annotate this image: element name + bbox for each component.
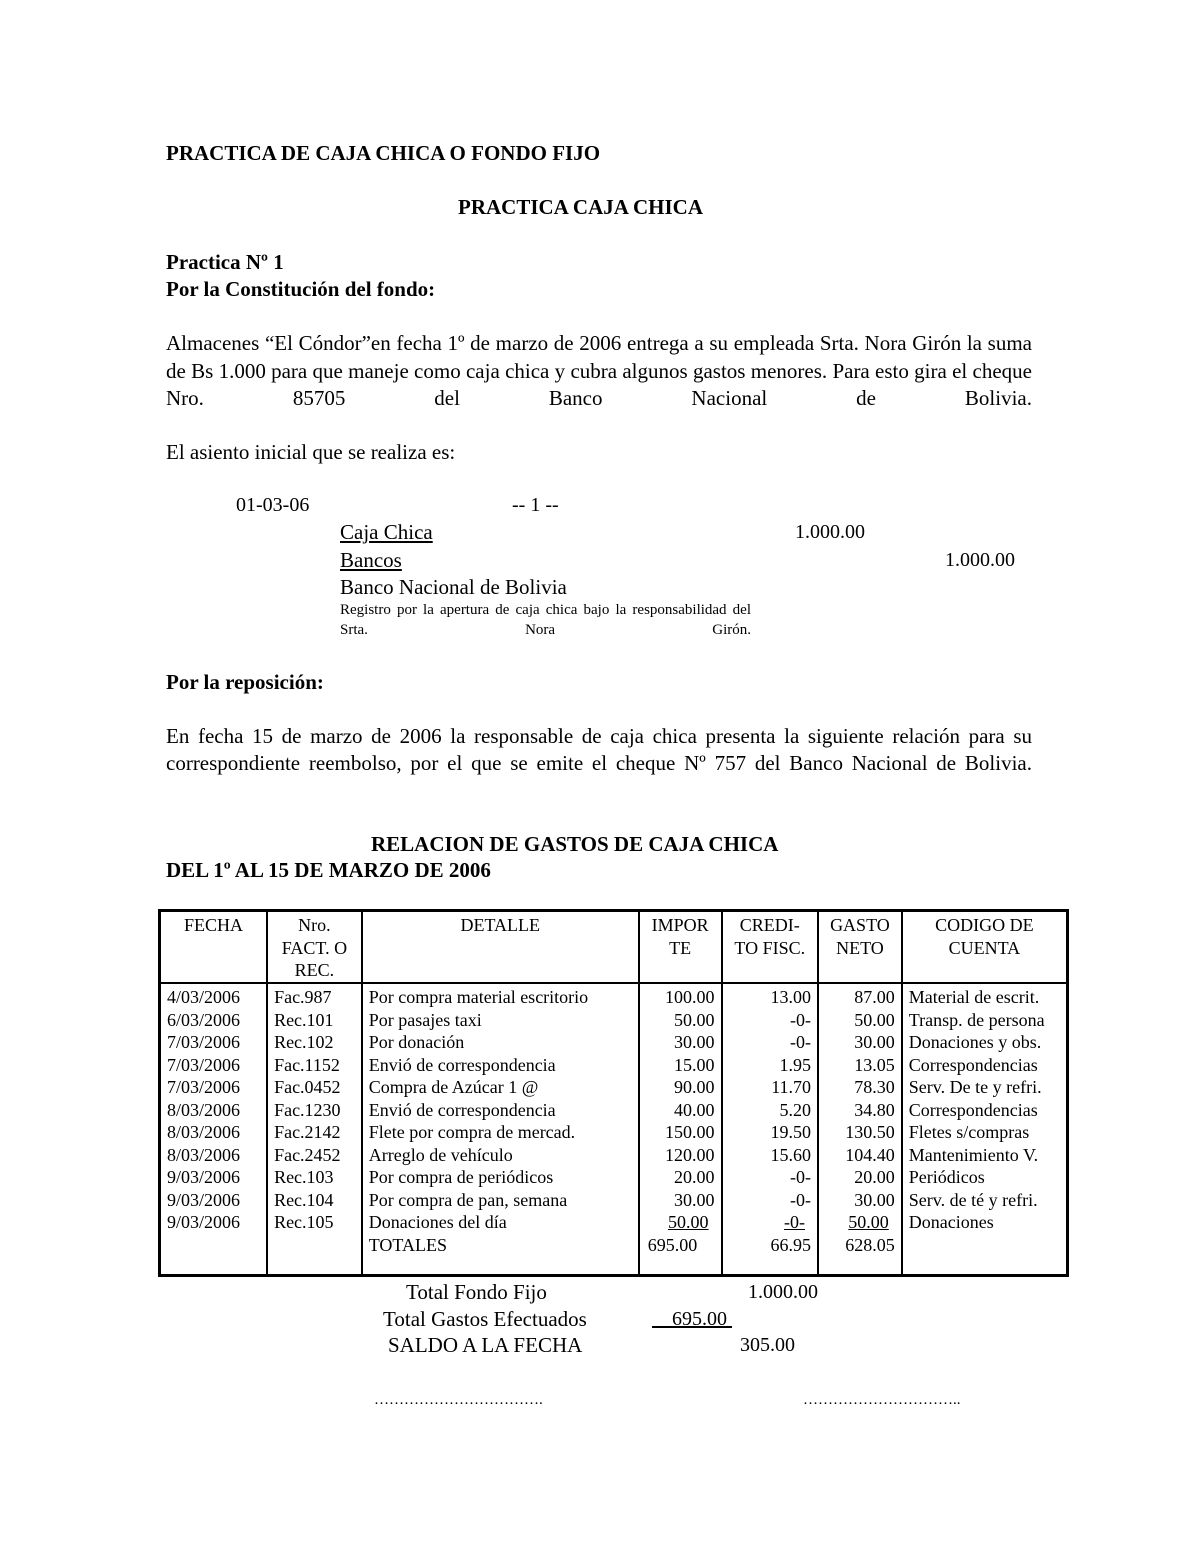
cell-codigo: Donaciones	[908, 1212, 994, 1232]
signature-line-left: …………………………….	[374, 1392, 543, 1408]
cell-detalle: Por compra material escritorio	[368, 987, 589, 1007]
cell-importe: 150.00	[665, 1122, 715, 1142]
cell-fecha: 8/03/2006	[167, 1122, 241, 1142]
cell-detalle: Por donación	[368, 1032, 465, 1052]
cell-gasto: 50.00	[848, 1212, 889, 1232]
cell-importe: 40.00	[674, 1099, 715, 1120]
entry-description: Registro por la apertura de caja chica bajo la responsabilidad del Srta. Nora Girón.	[340, 602, 751, 638]
cell-credito: -0-	[784, 1212, 806, 1232]
expense-table	[158, 909, 1069, 1277]
cell-gasto: 34.80	[854, 1099, 895, 1120]
cell-fecha: 9/03/2006	[167, 1167, 241, 1187]
cell-nro: Rec.103	[274, 1167, 334, 1187]
cell-detalle: Por compra de periódicos	[368, 1167, 554, 1187]
summary-saldo-value: 305.00	[740, 1334, 795, 1356]
table-body-row	[160, 983, 1068, 1276]
total-gasto: 628.05	[845, 1234, 895, 1255]
cell-detalle: Flete por compra de mercad.	[368, 1122, 576, 1142]
cell-importe: 120.00	[665, 1144, 715, 1165]
entry-date: 01-03-06	[236, 494, 310, 516]
cell-credito: 11.70	[771, 1077, 812, 1097]
cell-nro: Fac.2452	[274, 1144, 341, 1165]
cell-codigo: Donaciones y obs.	[908, 1032, 1042, 1052]
cell-gasto: 104.40	[845, 1144, 895, 1165]
cell-gasto: 87.00	[854, 987, 895, 1007]
entry-credit-amount: 1.000.00	[945, 549, 1015, 571]
cell-gasto: 20.00	[854, 1167, 895, 1187]
column-detalle	[362, 983, 639, 1276]
cell-credito: -0-	[790, 1189, 812, 1210]
document-subtitle: PRACTICA CAJA CHICA	[458, 195, 704, 219]
summary-gastos-value	[652, 1308, 732, 1331]
column-credito	[722, 983, 819, 1276]
cell-gasto: 13.05	[854, 1054, 895, 1075]
signature-line-right: …………………………..	[803, 1392, 961, 1408]
cell-codigo: Correspondencias	[908, 1099, 1038, 1120]
paragraph-constitucion: Almacenes “El Cóndor”en fecha 1º de marzo de 2006 entrega a su empleada Srta. Nora Girón la suma de Bs 1.000 para que maneje como caja chica y cubra algunos gastos menores. Para esto gira el cheque Nro. 85705 del Banco Nacional de Bolivia.	[166, 331, 1032, 410]
cell-fecha: 7/03/2006	[167, 1032, 241, 1052]
cell-nro: Fac.0452	[274, 1077, 341, 1097]
column-importe	[639, 983, 722, 1276]
cell-codigo: Serv. de té y refri.	[908, 1189, 1038, 1210]
cell-codigo: Serv. De te y refri.	[908, 1077, 1042, 1097]
cell-nro: Rec.102	[274, 1032, 334, 1052]
cell-gasto: 130.50	[845, 1122, 895, 1142]
cell-credito: -0-	[790, 1167, 812, 1187]
column-codigo	[902, 983, 1068, 1276]
cell-nro: Rec.101	[274, 1009, 334, 1030]
cell-codigo: Periódicos	[908, 1167, 985, 1187]
cell-importe: 30.00	[674, 1032, 715, 1052]
cell-importe: 90.00	[674, 1077, 715, 1097]
header-credito: CREDI- TO FISC.	[722, 911, 819, 984]
entry-subaccount: Banco Nacional de Bolivia	[340, 575, 567, 599]
cell-nro: Rec.105	[274, 1212, 334, 1232]
cell-fecha: 6/03/2006	[167, 1009, 241, 1030]
column-nro	[267, 983, 362, 1276]
relation-title: RELACION DE GASTOS DE CAJA CHICA	[371, 832, 779, 856]
cell-fecha: 9/03/2006	[167, 1212, 241, 1232]
cell-importe: 30.00	[674, 1189, 715, 1210]
document-title: PRACTICA DE CAJA CHICA O FONDO FIJO	[166, 141, 601, 165]
cell-codigo: Fletes s/compras	[908, 1122, 1030, 1142]
summary-gastos-number: 695.00	[672, 1308, 727, 1330]
practica-number: Practica Nº 1	[166, 250, 284, 274]
cell-credito: -0-	[790, 1032, 812, 1052]
cell-fecha: 8/03/2006	[167, 1099, 241, 1120]
cell-nro: Rec.104	[274, 1189, 334, 1210]
cell-gasto: 30.00	[854, 1032, 895, 1052]
column-gasto	[818, 983, 902, 1276]
summary-saldo-label: SALDO A LA FECHA	[388, 1333, 583, 1357]
header-nro: Nro. FACT. O REC.	[267, 911, 362, 984]
cell-codigo: Transp. de persona	[908, 1009, 1045, 1030]
table-header-row	[160, 911, 1068, 984]
cell-importe: 100.00	[665, 987, 715, 1007]
total-detalle: TOTALES	[368, 1234, 447, 1255]
cell-fecha: 4/03/2006	[167, 987, 241, 1007]
header-codigo: CODIGO DE CUENTA	[902, 911, 1068, 984]
cell-importe: 15.00	[674, 1054, 715, 1075]
cell-credito: 1.95	[779, 1054, 812, 1075]
cell-codigo: Mantenimiento V.	[908, 1144, 1039, 1165]
cell-credito: 15.60	[770, 1144, 812, 1165]
cell-gasto: 30.00	[854, 1189, 895, 1210]
section-reposicion: Por la reposición:	[166, 670, 324, 694]
cell-importe: 20.00	[674, 1167, 715, 1187]
cell-nro: Fac.987	[274, 987, 332, 1007]
cell-fecha: 8/03/2006	[167, 1144, 241, 1165]
cell-nro: Fac.1230	[274, 1099, 341, 1120]
summary-gastos-label: Total Gastos Efectuados	[383, 1307, 587, 1331]
cell-gasto: 50.00	[854, 1009, 895, 1030]
cell-codigo: Material de escrit.	[908, 987, 1040, 1007]
relation-period: DEL 1º AL 15 DE MARZO DE 2006	[166, 858, 491, 882]
section-constitucion: Por la Constitución del fondo:	[166, 277, 436, 301]
total-credito: 66.95	[770, 1234, 812, 1255]
cell-detalle: Envió de correspondencia	[368, 1099, 556, 1120]
cell-importe: 50.00	[674, 1009, 715, 1030]
entry-number: -- 1 --	[512, 494, 559, 516]
cell-credito: 5.20	[779, 1099, 812, 1120]
header-fecha: FECHA	[160, 911, 268, 984]
header-gasto: GASTO NETO	[818, 911, 902, 984]
paragraph-reposicion: En fecha 15 de marzo de 2006 la responsable de caja chica presenta la siguiente relación para su correspondiente reembolso, por el que se emite el cheque Nº 757 del Banco Nacional de Bolivia.	[166, 724, 1032, 775]
entry-credit-account: Bancos	[340, 548, 402, 572]
cell-fecha: 7/03/2006	[167, 1054, 241, 1075]
paragraph-asiento-intro: El asiento inicial que se realiza es:	[166, 440, 456, 464]
cell-detalle: Envió de correspondencia	[368, 1054, 556, 1075]
summary-fondo-value: 1.000.00	[748, 1281, 818, 1303]
cell-detalle: Arreglo de vehículo	[368, 1144, 513, 1165]
cell-detalle: Donaciones del día	[368, 1212, 507, 1232]
cell-credito: 19.50	[770, 1122, 812, 1142]
cell-fecha: 9/03/2006	[167, 1189, 241, 1210]
cell-codigo: Correspondencias	[908, 1054, 1038, 1075]
header-detalle: DETALLE	[362, 911, 639, 984]
column-fecha	[160, 983, 268, 1276]
summary-fondo-label: Total Fondo Fijo	[406, 1280, 547, 1304]
total-importe: 695.00	[647, 1234, 698, 1255]
cell-detalle: Por pasajes taxi	[368, 1009, 482, 1030]
cell-credito: 13.00	[770, 987, 812, 1007]
cell-detalle: Compra de Azúcar 1 @	[368, 1077, 539, 1097]
cell-credito: -0-	[790, 1009, 812, 1030]
cell-nro: Fac.1152	[274, 1054, 340, 1075]
header-importe: IMPOR TE	[639, 911, 722, 984]
cell-detalle: Por compra de pan, semana	[368, 1189, 568, 1210]
entry-debit-account: Caja Chica	[340, 520, 433, 544]
cell-importe: 50.00	[668, 1212, 709, 1232]
entry-debit-amount: 1.000.00	[795, 521, 865, 543]
cell-fecha: 7/03/2006	[167, 1077, 241, 1097]
cell-nro: Fac.2142	[274, 1122, 341, 1142]
cell-gasto: 78.30	[854, 1077, 895, 1097]
